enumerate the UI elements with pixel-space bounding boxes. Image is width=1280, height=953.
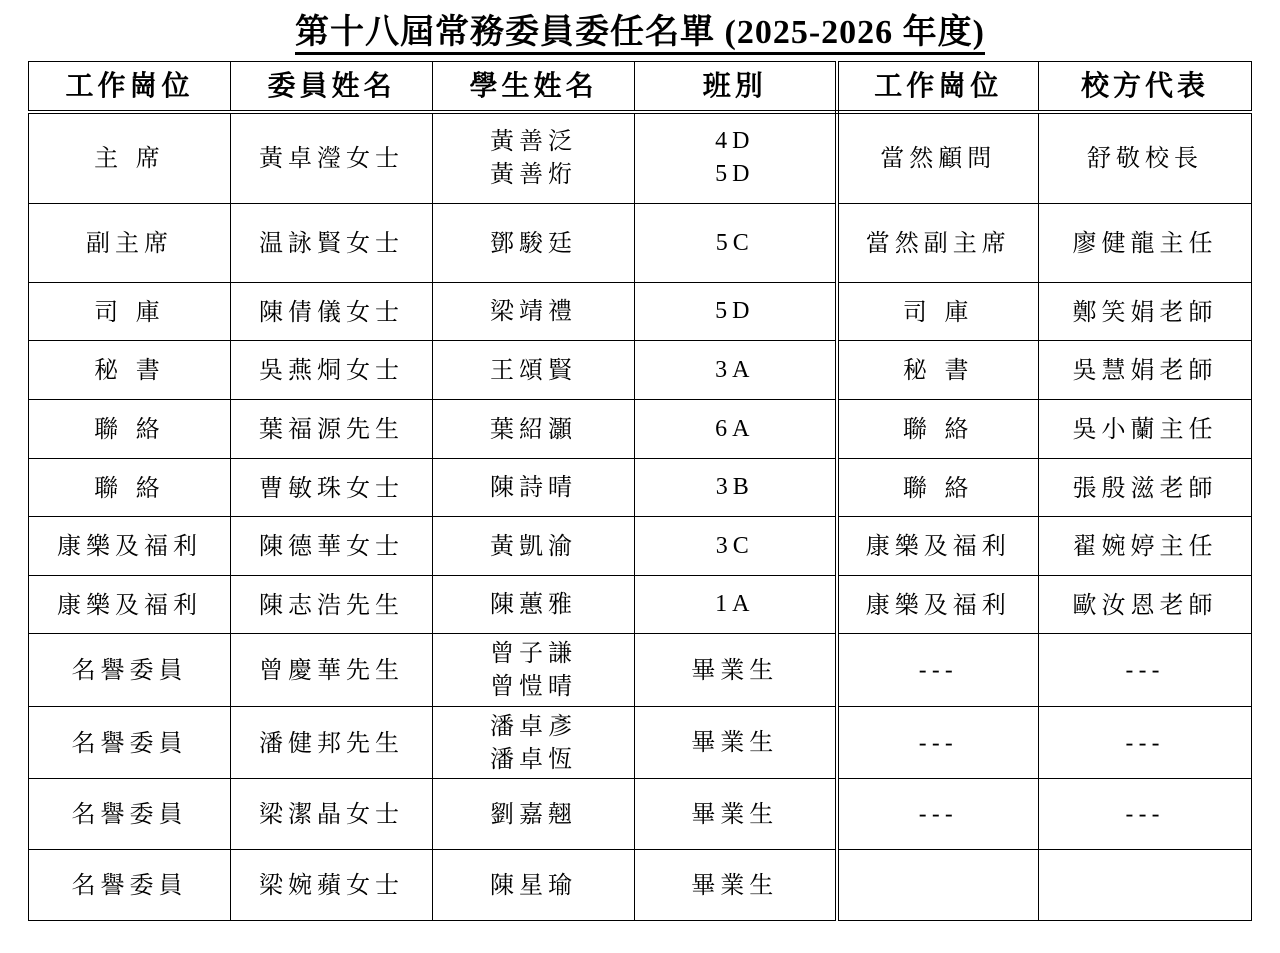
cell-role: 副主席 xyxy=(29,204,231,283)
cell-role: 名譽委員 xyxy=(29,850,231,921)
cell-class-line: 4D xyxy=(715,128,755,155)
cell-students xyxy=(433,112,635,204)
cell-students xyxy=(433,779,635,850)
table-row xyxy=(29,576,1252,634)
cell-class xyxy=(635,283,837,341)
cell-school-role xyxy=(837,850,1039,921)
cell-school-rep: 鄭笑娟老師 xyxy=(1039,283,1252,341)
cell-students-line: 曾子謙 xyxy=(490,639,577,667)
cell-class-line: 畢業生 xyxy=(691,728,779,756)
cell-class xyxy=(635,459,837,517)
column-header-class: 班別 xyxy=(635,62,837,112)
cell-member: 陳德華女士 xyxy=(231,517,433,576)
cell-school-rep: 吳慧娟老師 xyxy=(1039,341,1252,400)
cell-role: 康樂及福利 xyxy=(29,576,231,634)
cell-role: 秘 書 xyxy=(29,341,231,400)
cell-class xyxy=(635,517,837,576)
cell-school-role: 當然顧問 xyxy=(837,112,1039,204)
cell-school-role: 司 庫 xyxy=(837,283,1039,341)
cell-students-line: 王頌賢 xyxy=(490,355,577,384)
cell-students xyxy=(433,459,635,517)
cell-member: 陳志浩先生 xyxy=(231,576,433,634)
cell-member: 梁潔晶女士 xyxy=(231,779,433,850)
cell-member: 梁婉蘋女士 xyxy=(231,850,433,921)
table-row xyxy=(29,400,1252,459)
cell-role: 主 席 xyxy=(29,112,231,204)
cell-students-line: 鄧駿廷 xyxy=(490,228,577,257)
committee-table xyxy=(28,61,1252,921)
cell-school-rep: --- xyxy=(1039,634,1252,707)
cell-role: 名譽委員 xyxy=(29,634,231,707)
cell-role: 聯 絡 xyxy=(29,400,231,459)
table-row xyxy=(29,779,1252,850)
cell-school-rep: --- xyxy=(1039,707,1252,779)
cell-students xyxy=(433,576,635,634)
cell-school-role: 聯 絡 xyxy=(837,400,1039,459)
cell-class-line: 3B xyxy=(715,474,754,500)
cell-member: 吳燕烔女士 xyxy=(231,341,433,400)
cell-class-line: 5D xyxy=(715,298,755,324)
column-header-member: 委員姓名 xyxy=(231,62,433,112)
table-row xyxy=(29,850,1252,921)
cell-school-role: 康樂及福利 xyxy=(837,517,1039,576)
cell-member: 黃卓瀅女士 xyxy=(231,112,433,204)
cell-students-line: 黃善烆 xyxy=(490,160,577,189)
column-header-student: 學生姓名 xyxy=(433,62,635,112)
cell-class xyxy=(635,707,837,779)
table-row xyxy=(29,283,1252,341)
cell-class-line: 6A xyxy=(715,415,755,442)
cell-students-line: 梁靖禮 xyxy=(490,297,577,325)
cell-class xyxy=(635,850,837,921)
cell-class-line: 5D xyxy=(715,161,755,188)
cell-students-line: 潘卓恆 xyxy=(490,744,577,773)
cell-students-line: 曾愷晴 xyxy=(490,672,577,700)
cell-role: 司 庫 xyxy=(29,283,231,341)
cell-school-rep: --- xyxy=(1039,779,1252,850)
cell-school-rep: 翟婉婷主任 xyxy=(1039,517,1252,576)
cell-school-role: 當然副主席 xyxy=(837,204,1039,283)
cell-class-line: 1A xyxy=(715,591,755,617)
cell-class-line: 5C xyxy=(715,229,754,256)
cell-school-rep: 張殷滋老師 xyxy=(1039,459,1252,517)
cell-school-rep: 廖健龍主任 xyxy=(1039,204,1252,283)
table-row xyxy=(29,517,1252,576)
cell-school-role: --- xyxy=(837,707,1039,779)
cell-school-role: 秘 書 xyxy=(837,341,1039,400)
column-header-school-rep: 校方代表 xyxy=(1039,62,1252,112)
table-row xyxy=(29,204,1252,283)
cell-school-rep xyxy=(1039,850,1252,921)
cell-class xyxy=(635,634,837,707)
table-row xyxy=(29,112,1252,204)
cell-students xyxy=(433,707,635,779)
cell-students-line: 黃善泛 xyxy=(490,127,577,156)
cell-students xyxy=(433,283,635,341)
cell-school-role: 聯 絡 xyxy=(837,459,1039,517)
cell-class xyxy=(635,341,837,400)
table-row xyxy=(29,459,1252,517)
cell-students-line: 劉嘉翹 xyxy=(490,799,577,828)
cell-member: 葉福源先生 xyxy=(231,400,433,459)
cell-class-line: 畢業生 xyxy=(691,655,779,684)
cell-role: 名譽委員 xyxy=(29,707,231,779)
cell-students-line: 葉紹灝 xyxy=(490,414,577,443)
cell-role: 名譽委員 xyxy=(29,779,231,850)
cell-school-role: --- xyxy=(837,779,1039,850)
cell-class xyxy=(635,779,837,850)
cell-class xyxy=(635,112,837,204)
cell-students-line: 陳蕙雅 xyxy=(490,590,577,618)
cell-students-line: 潘卓彥 xyxy=(490,711,577,740)
cell-students-line: 陳詩晴 xyxy=(490,473,577,501)
cell-class-line: 3A xyxy=(715,356,755,383)
cell-class-line: 畢業生 xyxy=(691,799,779,828)
cell-students-line: 黃凱渝 xyxy=(490,531,577,560)
cell-students-line: 陳星瑜 xyxy=(490,870,577,899)
cell-students xyxy=(433,341,635,400)
cell-class-line: 畢業生 xyxy=(691,870,779,899)
page-title: 第十八屆常務委員委任名單 (2025-2026 年度) xyxy=(0,10,1280,56)
cell-member: 陳倩儀女士 xyxy=(231,283,433,341)
cell-school-rep: 舒敬校長 xyxy=(1039,112,1252,204)
cell-school-rep: 吳小蘭主任 xyxy=(1039,400,1252,459)
cell-role: 康樂及福利 xyxy=(29,517,231,576)
cell-role: 聯 絡 xyxy=(29,459,231,517)
column-header-school-role: 工作崗位 xyxy=(837,62,1039,112)
column-header-role: 工作崗位 xyxy=(29,62,231,112)
cell-member: 曹敏珠女士 xyxy=(231,459,433,517)
cell-class xyxy=(635,204,837,283)
cell-students xyxy=(433,204,635,283)
cell-member: 温詠賢女士 xyxy=(231,204,433,283)
cell-students xyxy=(433,517,635,576)
cell-students xyxy=(433,850,635,921)
cell-class xyxy=(635,576,837,634)
cell-class-line: 3C xyxy=(715,532,754,559)
cell-school-role: 康樂及福利 xyxy=(837,576,1039,634)
table-row xyxy=(29,707,1252,779)
cell-school-role: --- xyxy=(837,634,1039,707)
table-row xyxy=(29,341,1252,400)
cell-class xyxy=(635,400,837,459)
table-row xyxy=(29,634,1252,707)
cell-students xyxy=(433,400,635,459)
cell-school-rep: 歐汝恩老師 xyxy=(1039,576,1252,634)
cell-member: 曾慶華先生 xyxy=(231,634,433,707)
cell-students xyxy=(433,634,635,707)
table-header-row xyxy=(29,62,1252,112)
cell-member: 潘健邦先生 xyxy=(231,707,433,779)
